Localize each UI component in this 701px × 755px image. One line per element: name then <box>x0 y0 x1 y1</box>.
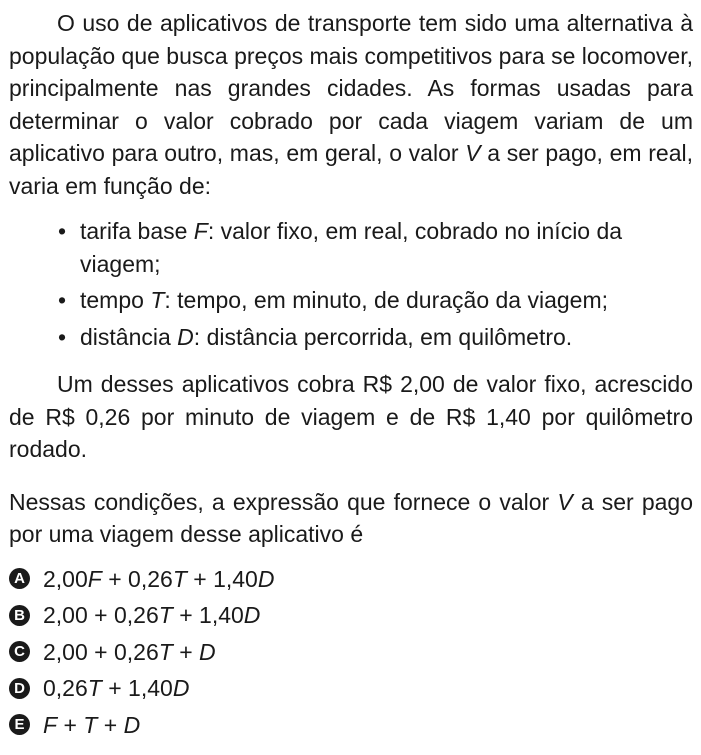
expression-variable: D <box>243 602 261 628</box>
expression-term: + <box>57 711 84 738</box>
answer-option-a[interactable] <box>9 561 693 598</box>
answer-option-e[interactable] <box>9 707 693 744</box>
answer-option-d[interactable] <box>9 670 693 707</box>
expression-term: + <box>97 711 124 738</box>
expression-term: + 1,40 <box>101 675 173 701</box>
expression-variable: D <box>123 711 141 738</box>
expression-variable: D <box>172 675 190 701</box>
expression-term: 2,00 + 0,26 <box>43 638 159 665</box>
option-expression <box>43 709 140 742</box>
intro-paragraph <box>9 7 693 202</box>
expression-variable: T <box>83 711 98 738</box>
option-letter-badge: B <box>9 605 30 626</box>
expression-term: 2,00 <box>43 565 88 592</box>
bullet-icon: • <box>58 323 67 350</box>
bullet-icon: • <box>58 218 67 244</box>
expression-variable: T <box>172 565 187 592</box>
expression-term: 2,00 + 0,26 <box>43 602 159 628</box>
question-stem <box>9 486 693 551</box>
intro-text: O uso de aplicativos de transporte tem sido uma alternativa à população que busca preços mais competitivos para se locomover, principalmente nas grandes cidades. As formas usadas para determinar o valor cobrado por cada viagem variam de um aplicativo para outro, mas, em geral, o valor <box>9 10 693 166</box>
option-letter-badge: E <box>9 714 30 735</box>
option-letter-badge: C <box>9 641 30 662</box>
bullet-icon: • <box>58 287 67 313</box>
expression-variable: T <box>158 638 173 665</box>
bullet-lead: distância <box>80 323 178 350</box>
bullet-lead: tempo <box>80 287 151 313</box>
bullet-text: : valor fixo, em real, cobrado no início da viagem; <box>80 218 623 277</box>
variable-v: V <box>465 140 481 166</box>
variable-t: T <box>150 287 165 313</box>
expression-variable: F <box>43 711 58 738</box>
expression-term: + 0,26 <box>101 565 173 592</box>
answer-option-b[interactable] <box>9 597 693 634</box>
intro-text-end: a ser pago, em real, varia em função de: <box>9 140 693 199</box>
bullet-text: : distância percorrida, em quilômetro. <box>193 323 573 350</box>
bullet-lead: tarifa base <box>80 218 194 244</box>
expression-term: 0,26 <box>43 675 88 701</box>
app-paragraph: Um desses aplicativos cobra R$ 2,00 de valor fixo, acrescido de R$ 0,26 por minuto de viagem e de R$ 1,40 por quilômetro rodado. <box>9 371 693 462</box>
expression-term: + 1,40 <box>186 565 258 592</box>
option-expression <box>43 672 189 705</box>
expression-term: + 1,40 <box>172 602 244 628</box>
variable-f: F <box>193 218 208 244</box>
variable-list <box>9 215 693 353</box>
expression-variable: T <box>158 602 173 628</box>
list-item-tempo <box>58 284 693 317</box>
list-item-tarifa <box>58 215 693 280</box>
question-text: Nessas condições, a expressão que fornece o valor <box>9 488 558 515</box>
option-letter-badge: D <box>9 678 30 699</box>
expression-variable: F <box>87 565 102 592</box>
option-letter-badge: A <box>9 568 30 589</box>
question-text-end: a ser pago por uma viagem desse aplicativo é <box>9 488 693 547</box>
option-expression <box>43 599 260 632</box>
expression-variable: D <box>257 565 275 592</box>
bullet-text: : tempo, em minuto, de duração da viagem; <box>164 287 609 313</box>
variable-d: D <box>177 323 194 350</box>
expression-variable: T <box>87 675 102 701</box>
expression-term: + <box>172 638 200 665</box>
answer-option-c[interactable] <box>9 634 693 671</box>
answer-options <box>9 561 693 744</box>
option-expression <box>43 636 216 669</box>
variable-v: V <box>557 488 573 515</box>
expression-variable: D <box>199 638 216 665</box>
spacer <box>9 466 693 486</box>
option-expression <box>43 563 274 596</box>
list-item-distancia <box>58 321 693 354</box>
